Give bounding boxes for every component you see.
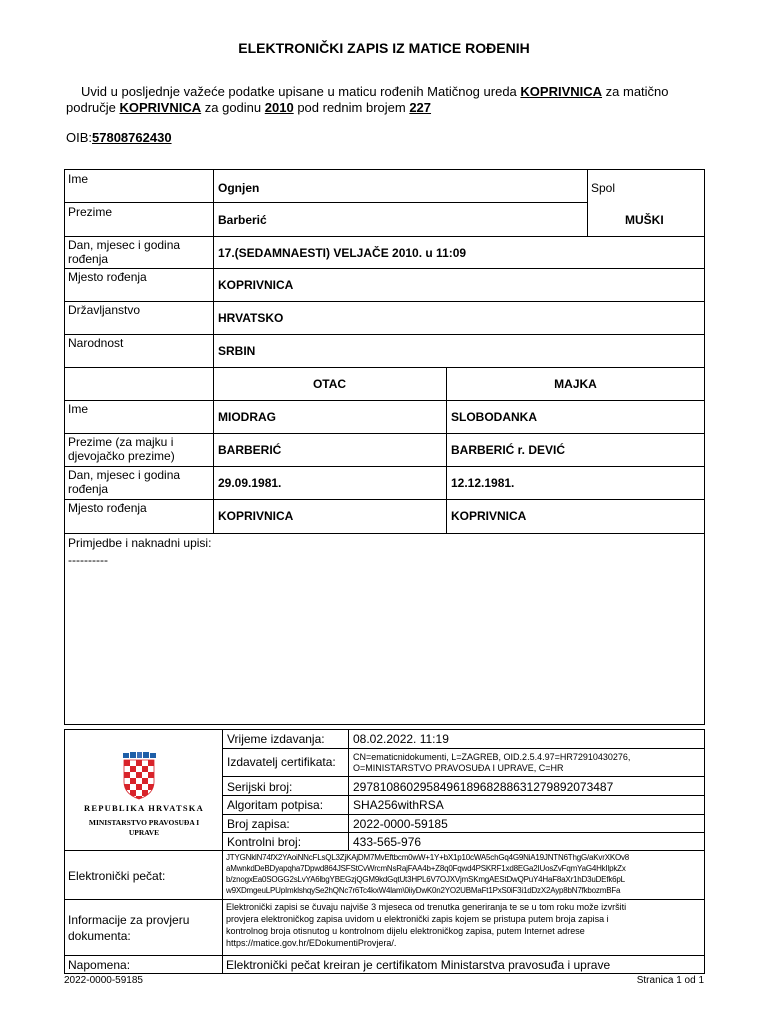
mother-birthplace: KOPRIVNICA — [451, 509, 527, 523]
seal-label: Elektronički pečat: — [68, 869, 166, 883]
dob-label: Dan, mjesec i godina rođenja — [68, 238, 181, 266]
mother-header: MAJKA — [554, 377, 597, 391]
issuer-ministry: MINISTARSTVO PRAVOSUĐA I UPRAVE — [88, 818, 200, 837]
citizenship-label: Državljanstvo — [68, 303, 141, 317]
parent-dob-label: Dan, mjesec i godina rođenja — [68, 468, 181, 496]
control-number-value: 433-565-976 — [353, 835, 422, 849]
verification-line-2: provjera elektroničkog zapisa uvidom u elektronički zapis kojem se pristupa putem broja zapisa i — [226, 914, 609, 924]
croatian-coat-of-arms-icon — [120, 752, 158, 800]
name-label: Ime — [68, 172, 89, 186]
serial-value: 297810860295849618968288631279892073487 — [353, 780, 614, 794]
remarks-label: Primjedbe i naknadni upisi: — [68, 536, 212, 550]
record-number-label: Broj zapisa: — [227, 817, 290, 831]
father-name: MIODRAG — [218, 410, 276, 424]
intro-text-4: za godinu — [204, 100, 262, 115]
parent-birthplace-label: Mjesto rođenja — [68, 501, 147, 515]
intro-text-5: pod rednim brojem — [297, 100, 406, 115]
checkerboard — [124, 760, 154, 800]
sex-label: Spol — [591, 181, 616, 195]
remarks-value: ---------- — [68, 553, 108, 567]
document-title: ELEKTRONIČKI ZAPIS IZ MATICE ROĐENIH — [238, 40, 530, 56]
parent-name-label: Ime — [68, 402, 89, 416]
sex-value: MUŠKI — [625, 213, 664, 227]
oib-value: 57808762430 — [92, 130, 172, 145]
algorithm-value: SHA256withRSA — [353, 798, 444, 812]
surname-value: Barberić — [218, 213, 267, 227]
nationality-label: Narodnost — [68, 336, 124, 350]
parent-surname-label: Prezime (za majku i djevojačko prezime) — [68, 435, 175, 463]
issue-time-value: 08.02.2022. 11:19 — [353, 732, 449, 746]
note-label: Napomena: — [68, 958, 131, 972]
mother-dob: 12.12.1981. — [451, 476, 515, 490]
seal-line-4: w9XDmgeuLPUpImklshqySe2hQNc7r6Tc4kxW4lam\0iiyDwK0n2YO2UBMaFt1PxS0iF3i1dDzX2Ayp8bN7fkbozmBFa — [226, 886, 621, 895]
mother-name: SLOBODANKA — [451, 410, 537, 424]
surname-label: Prezime — [68, 205, 113, 219]
intro-text-2: za matično — [605, 84, 669, 99]
intro-year: 2010 — [264, 100, 294, 115]
cert-issuer-value: CN=ematicnidokumenti, L=ZAGREB, OID.2.5.4.97=HR72910430276, O=MINISTARSTVO PRAVOSUĐA I UPRAVE, C=HR — [353, 752, 631, 773]
intro-text-3: područje — [66, 100, 116, 115]
birthplace-value: KOPRIVNICA — [218, 278, 294, 292]
intro-area: KOPRIVNICA — [119, 100, 202, 115]
father-surname: BARBERIĆ — [218, 443, 282, 457]
dob-value: 17.(SEDAMNAESTI) VELJAČE 2010. u 11:09 — [218, 246, 467, 260]
algorithm-label: Algoritam potpisa: — [227, 798, 324, 812]
oib-line — [66, 130, 172, 145]
name-value: Ognjen — [218, 181, 260, 195]
seal-line-1: JTYGNklN74fX2YAoiNNcFLsQL3ZjKAjDM7MvEftbcm0wW+1Y+bX1p10cWA5chGq4G9NiA19JNTN6ThgG/aKvrXKOv8 — [226, 853, 630, 862]
cert-issuer-label: Izdavatelj certifikata: — [227, 755, 336, 769]
intro-paragraph — [66, 84, 706, 116]
seal-line-3: b/znogxEa0SOGG2sLvYA6lbgYBEGzjQGM9kdGqtUt3HPL6V7OJXVjmSKmgAEStDwQPuY4HaF8aXr1hD3uDEfk6pL — [226, 875, 625, 884]
verification-line-1: Elektronički zapisi se čuvaju najviše 3 mjeseca od trenutka generiranja te se u tom roku može izvršiti — [226, 902, 627, 912]
control-number-label: Kontrolni broj: — [227, 835, 302, 849]
intro-number: 227 — [409, 100, 432, 115]
note-value: Elektronički pečat kreiran je certifikatom Ministarstva pravosuđa i uprave — [226, 958, 611, 972]
verification-line-3: kontrolnog broja otisnutog u kontrolnom dijelu elektroničkog zapisa, putem Internet adrese — [226, 926, 585, 936]
intro-text-1: Uvid u posljednje važeće podatke upisane u maticu rođenih Matičnog ureda — [81, 84, 517, 99]
citizenship-value: HRVATSKO — [218, 311, 284, 325]
father-dob: 29.09.1981. — [218, 476, 282, 490]
oib-label: OIB: — [66, 130, 93, 145]
issue-time-label: Vrijeme izdavanja: — [227, 732, 325, 746]
seal-line-2: aMwnkdDeBDyapqha7Dpwd864JSFStCvWrcmNsRajFAA4b+Z8q0Fqwd4PSKRF1xd8EGa2IUosZvFqmYaG4HkIlpkZx — [226, 864, 626, 873]
record-number-value: 2022-0000-59185 — [353, 817, 448, 831]
verification-info-label: Informacije za provjeru dokumenta: — [68, 913, 190, 943]
intro-office: KOPRIVNICA — [520, 84, 603, 99]
mother-surname: BARBERIĆ r. DEVIĆ — [451, 443, 566, 457]
father-header: OTAC — [312, 377, 347, 391]
footer-page-number: Stranica 1 od 1 — [636, 975, 704, 986]
verification-url: https://matice.gov.hr/EDokumentiProvjera/. — [226, 938, 397, 948]
nationality-value: SRBIN — [218, 344, 256, 358]
issuer-country: REPUBLIKA HRVATSKA — [84, 803, 204, 813]
footer-record-number: 2022-0000-59185 — [64, 975, 143, 986]
birthplace-label: Mjesto rođenja — [68, 270, 147, 284]
father-birthplace: KOPRIVNICA — [218, 509, 294, 523]
serial-label: Serijski broj: — [227, 780, 293, 794]
